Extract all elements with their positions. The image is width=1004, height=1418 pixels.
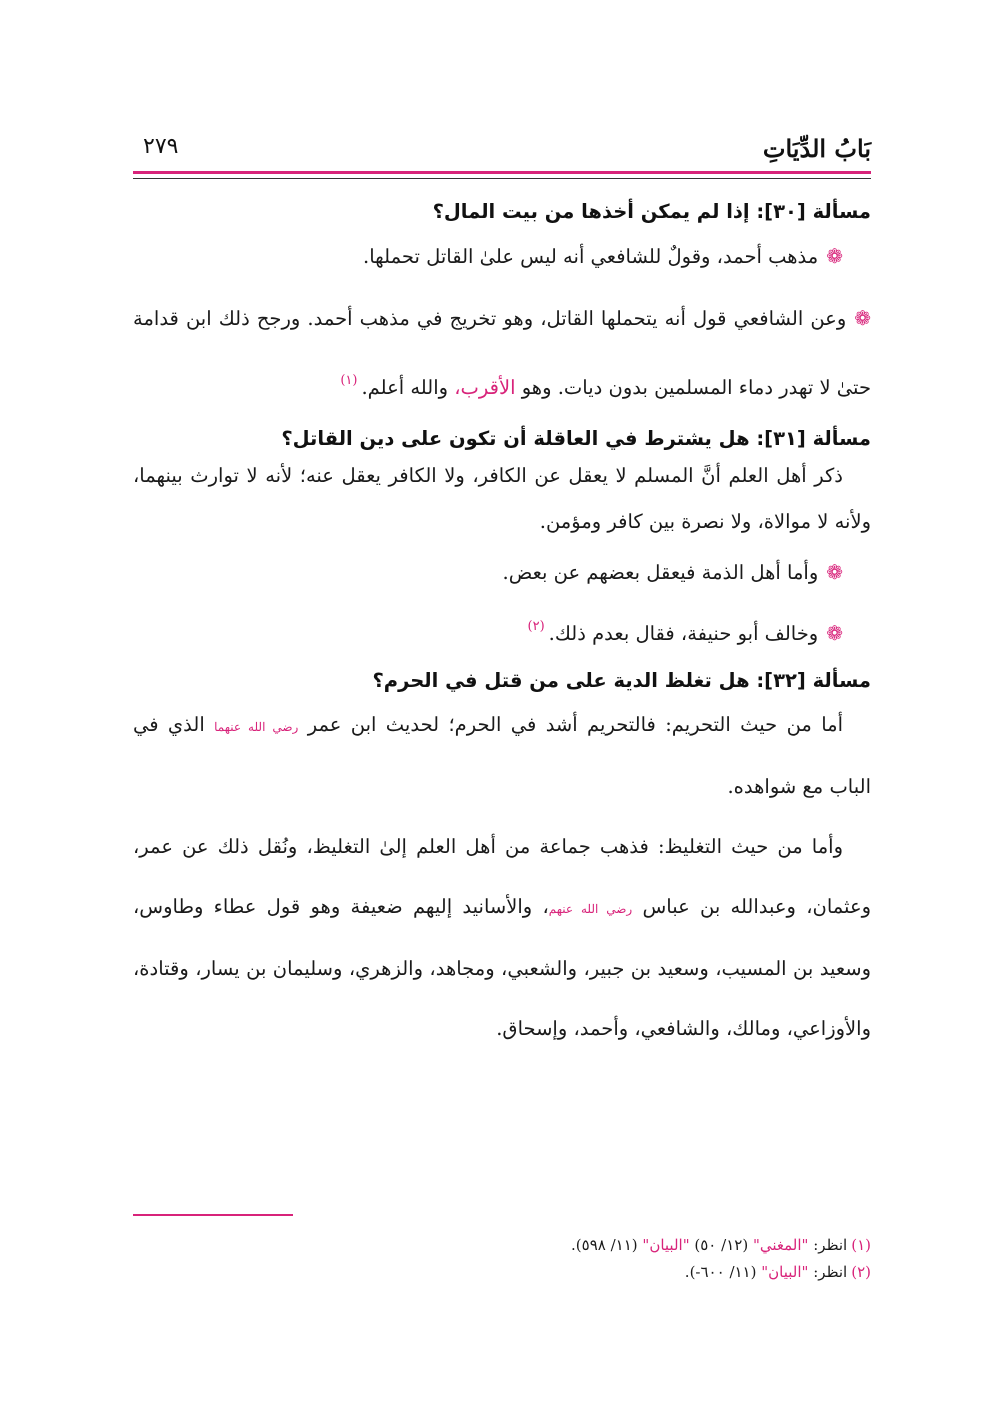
paragraph	[133, 545, 871, 600]
footnote-ref[interactable]: (١)	[340, 373, 358, 388]
footnote-text: انظر:	[813, 1236, 848, 1254]
paragraph	[133, 817, 871, 1059]
footnote	[133, 1259, 871, 1286]
paragraph-text: وخالف أبو حنيفة، فقال بعدم ذلك.	[548, 622, 819, 645]
paragraph	[133, 287, 871, 419]
footnote-ref[interactable]: (٢)	[527, 619, 545, 634]
source-title: "البيان"	[761, 1263, 809, 1281]
page-number: ٢٧٩	[143, 134, 179, 159]
footnote-text: (١١/ ٥٩٨).	[571, 1236, 638, 1254]
header-rule-pink	[133, 171, 871, 174]
paragraph-text: والله أعلم.	[361, 376, 449, 399]
footnotes	[133, 1232, 871, 1286]
honorific-glyph: رضي الله عنهم	[548, 902, 633, 916]
question-32-heading: مسألة [٣٢]: هل تغلظ الدية على من قتل في الحرم؟	[372, 669, 871, 692]
footnote-number: (٢)	[851, 1263, 871, 1281]
source-title: "البيان"	[642, 1236, 690, 1254]
highlight-text: الأقرب،	[454, 376, 516, 399]
paragraph-text: وأما أهل الذمة فيعقل بعضهم عن بعض.	[502, 561, 819, 584]
body-text	[133, 188, 871, 1059]
page	[133, 0, 871, 1418]
paragraph-text: مذهب أحمد، وقولٌ للشافعي أنه ليس علىٰ القاتل تحملها.	[363, 245, 819, 268]
paragraph	[133, 600, 871, 661]
paragraph	[133, 695, 871, 817]
footnote-text: انظر:	[813, 1263, 848, 1281]
flower-bullet-icon: ❁	[826, 560, 843, 584]
source-title: "المغني"	[752, 1236, 809, 1254]
paragraph-text: وأما من حيث التغليظ: فذهب جماعة من أهل العلم إلىٰ التغليظ، ونُقل ذلك عن عمر، وعثمان، وعبدالله بن عباس	[133, 835, 871, 918]
footnote	[133, 1232, 871, 1259]
flower-bullet-icon: ❁	[826, 244, 843, 268]
paragraph-text: وعن الشافعي قول أنه يتحملها القاتل، وهو تخريج في مذهب أحمد. ورجح ذلك ابن قدامة حتىٰ لا تهدر دماء المسلمين بدون ديات. وهو	[133, 307, 871, 399]
paragraph: ذكر أهل العلم أنَّ المسلم لا يعقل عن الكافر، ولا الكافر يعقل عنه؛ لأنه لا توارث بينهما، ولأنه لا موالاة، ولا نصرة بين كافر ومؤمن.	[133, 464, 871, 533]
footnote-text: (١٢/ ٥٠)	[694, 1236, 749, 1254]
footnote-text: (١١/ ٦٠٠-).	[684, 1263, 757, 1281]
chapter-title: بَابُ الدِّيَاتِ	[762, 134, 871, 163]
paragraph-text: الذي في الباب مع شواهده.	[133, 713, 871, 798]
question-31-heading: مسألة [٣١]: هل يشترط في العاقلة أن تكون على دين القاتل؟	[281, 427, 871, 450]
honorific-glyph: رضي الله عنهما	[214, 720, 299, 734]
paragraph	[133, 226, 871, 287]
flower-bullet-icon: ❁	[854, 306, 871, 330]
page-header	[133, 130, 871, 170]
footnote-separator	[133, 1214, 293, 1216]
paragraph-text: أما من حيث التحريم: فالتحريم أشد في الحرم؛ لحديث ابن عمر	[307, 713, 844, 736]
paragraph-text: ، والأسانيد إليهم ضعيفة وهو قول عطاء وطاوس، وسعيد بن المسيب، وسعيد بن جبير، والشعبي، ومجاهد، والزهري، وسليمان بن يسار، وقتادة، والأوزاعي، ومالك، والشافعي، وأحمد، وإسحاق.	[133, 895, 871, 1040]
footnote-number: (١)	[851, 1236, 871, 1254]
header-rule-dark	[133, 178, 871, 179]
question-30-heading: مسألة [٣٠]: إذا لم يمكن أخذها من بيت المال؟	[432, 200, 871, 223]
flower-bullet-icon: ❁	[826, 621, 843, 645]
